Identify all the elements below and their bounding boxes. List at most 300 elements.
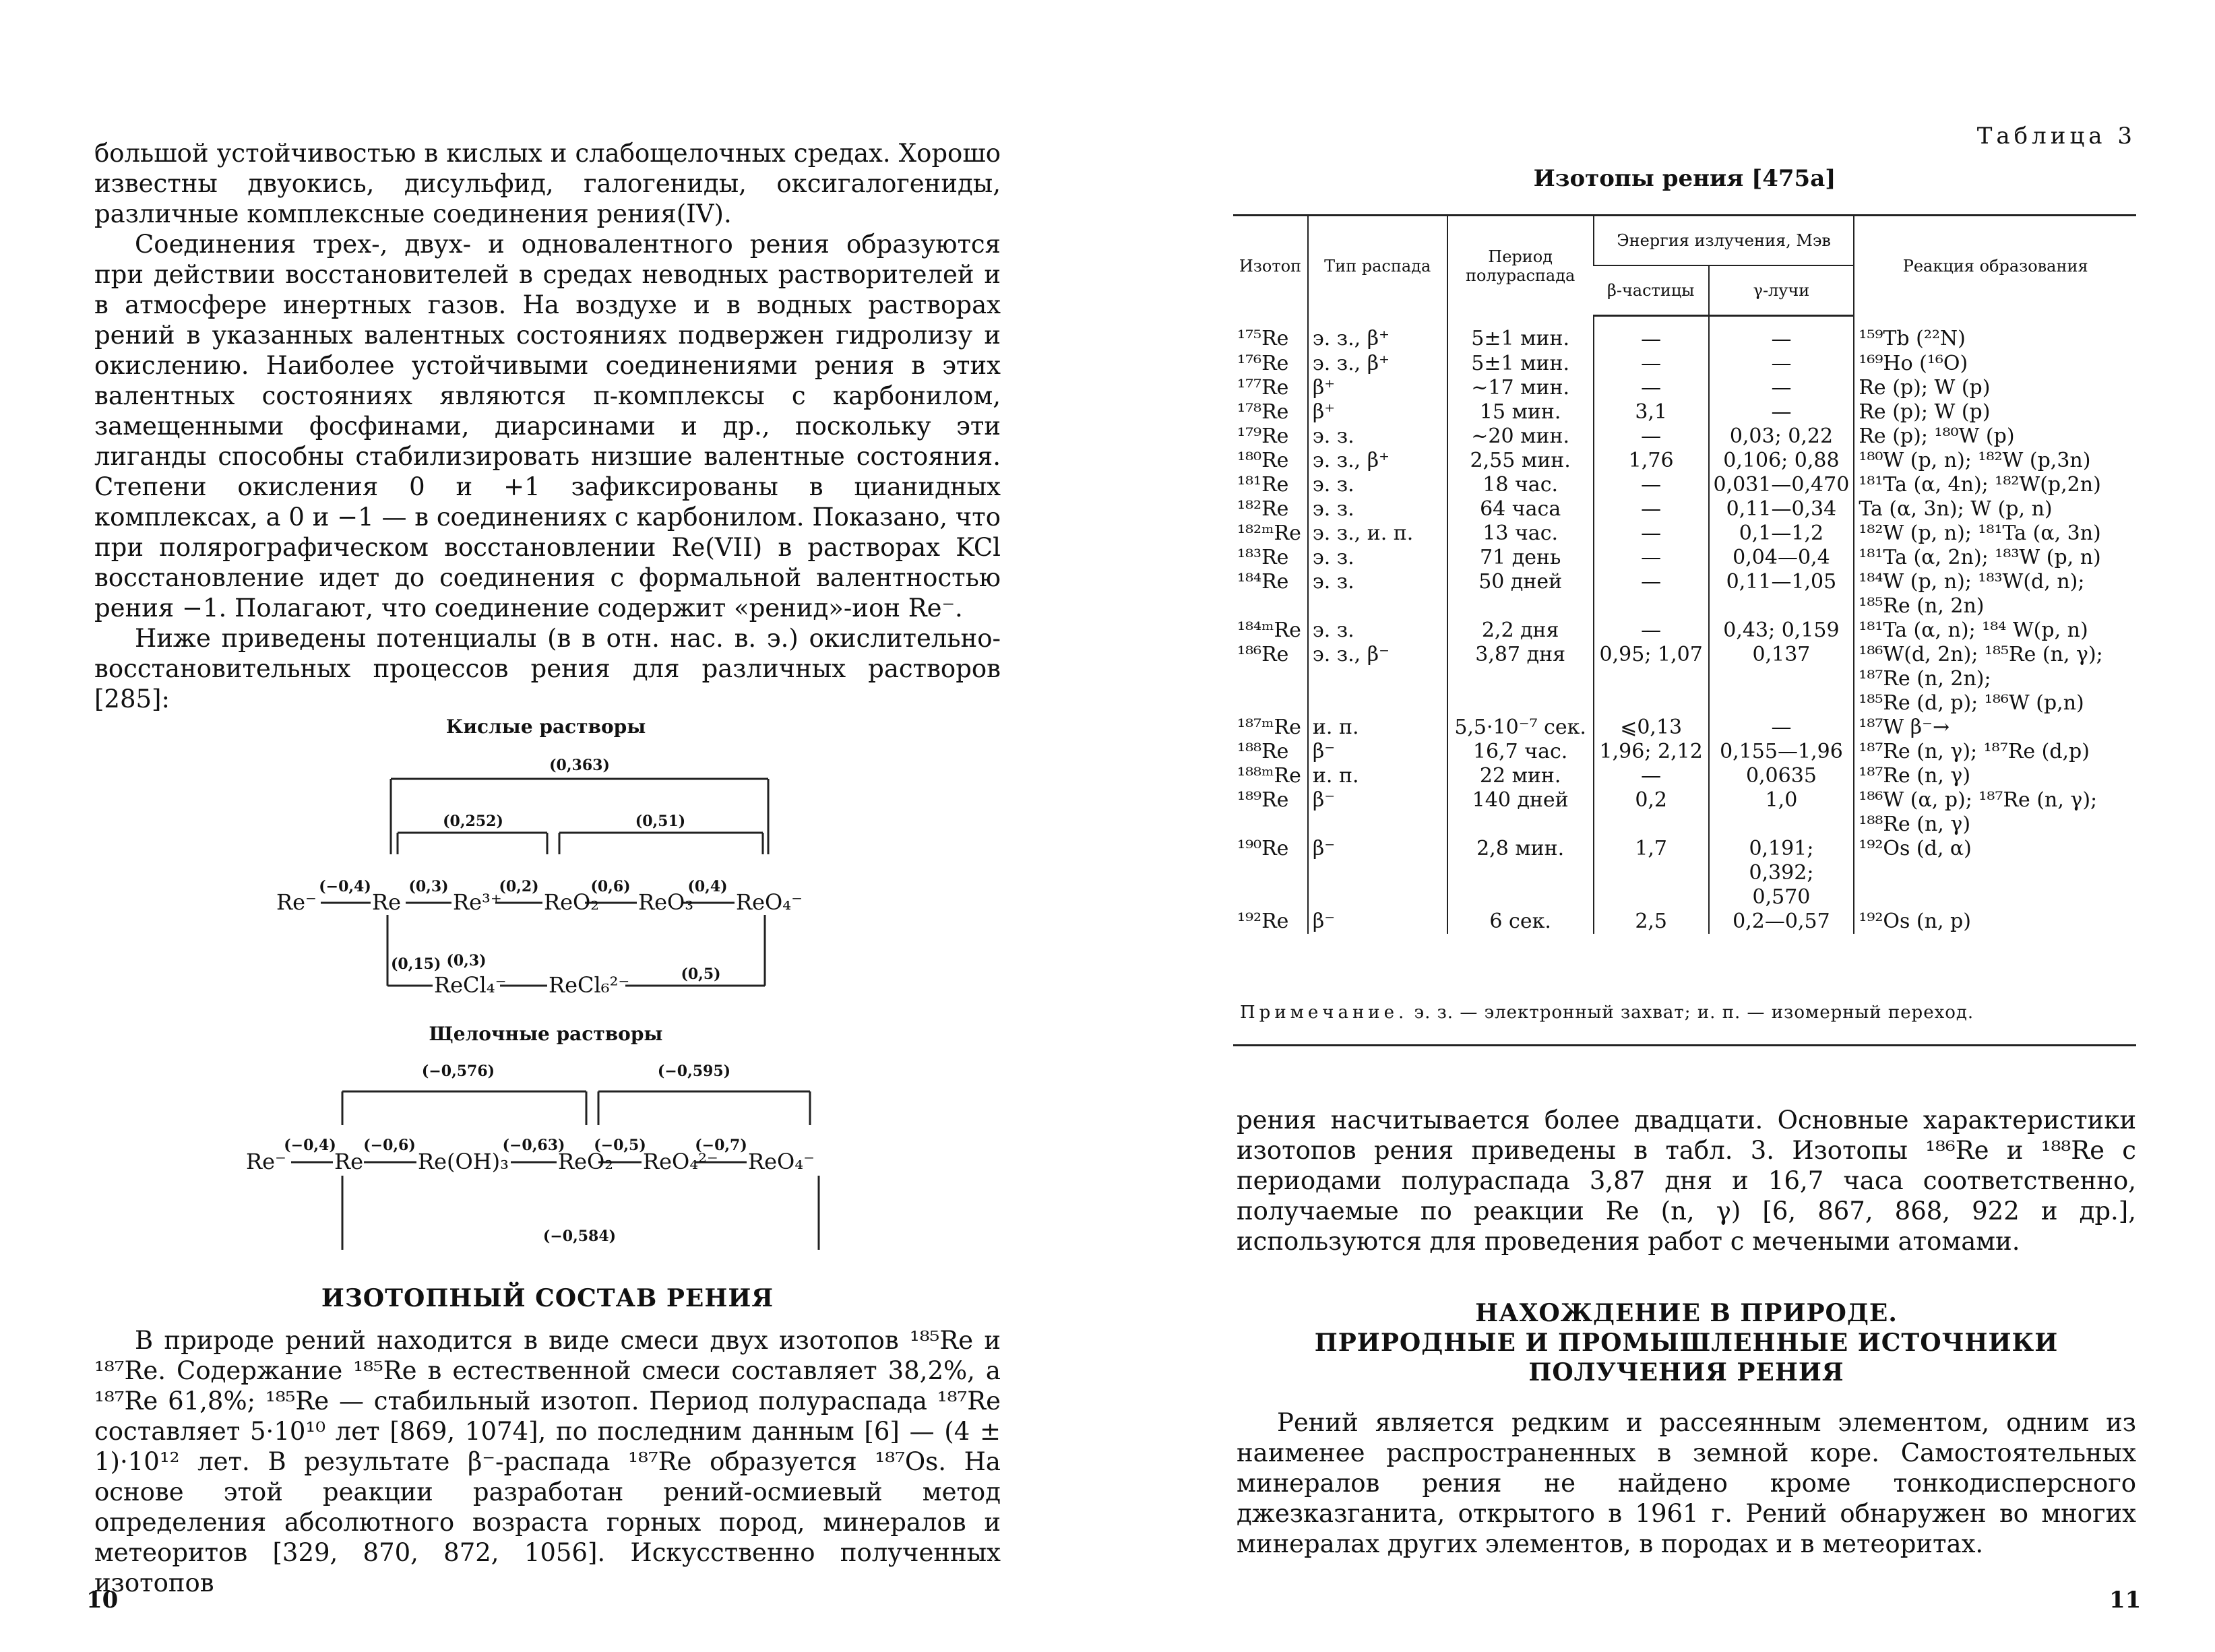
cell-gamma-line: — — [1771, 352, 1792, 375]
cell-isotope-line: ¹⁹⁰Re — [1237, 837, 1289, 860]
cell-reaction-line: ¹⁸⁵Re (n, 2n) — [1859, 594, 1985, 618]
cell-period-line: ~17 мин. — [1471, 376, 1570, 400]
cell-reaction — [1854, 910, 2136, 934]
cell-beta — [1594, 643, 1709, 716]
cell-period-line: 3,87 дня — [1475, 643, 1566, 666]
left-page — [0, 0, 1105, 1652]
col-header-isotope: Изотоп — [1233, 216, 1308, 316]
cell-period-line: 22 мин. — [1479, 764, 1561, 788]
cell-period-line: 50 дней — [1478, 570, 1563, 594]
alkaline-potential-3: (−0,63) — [502, 1137, 565, 1154]
cell-reaction-line: ¹⁹²Os (d, α) — [1859, 837, 1972, 860]
cell-decay — [1308, 497, 1447, 521]
cell-decay-line: β⁺ — [1312, 376, 1336, 400]
section-heading-isotopes: ИЗОТОПНЫЙ СОСТАВ РЕНИЯ — [321, 1284, 774, 1312]
table-row — [1233, 788, 2136, 837]
cell-decay — [1308, 400, 1447, 424]
acid-species-recl6: ReCl₆²⁻ — [549, 972, 630, 998]
acid-potential-4: (0,6) — [590, 878, 631, 895]
cell-reaction-line: ¹⁸⁷Re (n, γ); ¹⁸⁷Re (d,p) — [1859, 740, 2090, 763]
cell-beta — [1594, 424, 1709, 449]
cell-decay-line: β⁺ — [1312, 400, 1336, 424]
cell-reaction-line: ¹⁵⁹Tb (²²N) — [1859, 326, 1966, 350]
section-heading-nature-2: ПРИРОДНЫЕ И ПРОМЫШЛЕННЫЕ ИСТОЧНИКИ — [1314, 1329, 2059, 1357]
acid-species-re-minus: Re⁻ — [276, 889, 317, 915]
cell-reaction — [1854, 449, 2136, 473]
cell-beta — [1594, 570, 1709, 618]
alkaline-potential-5: (−0,7) — [695, 1137, 747, 1154]
cell-gamma-line: 0,43; 0,159 — [1723, 618, 1840, 642]
cell-decay — [1308, 643, 1447, 716]
left-text-bottom — [94, 1283, 1001, 1598]
cell-gamma — [1709, 376, 1854, 400]
cell-period-line: 5±1 мин. — [1471, 326, 1570, 350]
cell-gamma — [1709, 643, 1854, 716]
cell-isotope-line: ¹⁸⁴ᵐRe — [1237, 618, 1301, 642]
cell-gamma-line: 0,137 — [1752, 643, 1811, 666]
cell-reaction — [1854, 788, 2136, 837]
cell-period — [1447, 546, 1594, 570]
cell-decay — [1308, 546, 1447, 570]
cell-period — [1447, 521, 1594, 546]
cell-beta-line: 0,95; 1,07 — [1599, 643, 1703, 666]
cell-gamma — [1709, 424, 1854, 449]
cell-beta — [1594, 764, 1709, 788]
cell-reaction — [1854, 316, 2136, 352]
table-row — [1233, 643, 2136, 716]
cell-period — [1447, 473, 1594, 497]
cell-reaction-line: ¹⁸¹Ta (α, n); ¹⁸⁴ W(p, n) — [1859, 618, 2088, 642]
cell-reaction-line: ¹⁸⁷Re (n, 2n); — [1859, 667, 1991, 691]
cell-reaction — [1854, 618, 2136, 643]
cell-gamma — [1709, 521, 1854, 546]
cell-reaction — [1854, 424, 2136, 449]
acid-potential-5: (0,4) — [687, 878, 728, 895]
cell-isotope-line: ¹⁷⁹Re — [1237, 424, 1289, 448]
cell-period-line: 71 день — [1480, 546, 1561, 569]
cell-gamma — [1709, 788, 1854, 837]
table-row — [1233, 521, 2136, 546]
cell-isotope — [1233, 570, 1308, 618]
cell-gamma-line: 0,11—1,05 — [1726, 570, 1837, 594]
cell-decay — [1308, 740, 1447, 764]
cell-decay-line: β⁻ — [1312, 837, 1336, 860]
paragraph-potentials-intro: Ниже приведены потенциалы (в в отн. нас. в. э.) окислительно-восстановительных процессов рения для различных растворов [285]: — [94, 624, 1001, 713]
cell-period — [1447, 424, 1594, 449]
cell-beta-line: — — [1641, 424, 1662, 448]
cell-decay-line: β⁻ — [1312, 788, 1336, 812]
cell-decay — [1308, 788, 1447, 837]
cell-decay-line: э. з. — [1312, 424, 1354, 448]
cell-isotope-line: ¹⁸³Re — [1237, 546, 1289, 569]
cell-isotope-line: ¹⁷⁶Re — [1237, 352, 1289, 375]
cell-isotope — [1233, 618, 1308, 643]
cell-period-line: 15 мин. — [1479, 400, 1561, 424]
acid-bracket-left-value: (0,252) — [443, 813, 503, 830]
section-heading-nature-1: НАХОЖДЕНИЕ В ПРИРОДЕ. — [1475, 1299, 1898, 1327]
cell-isotope-line: ¹⁷⁵Re — [1237, 326, 1289, 350]
cell-isotope-line: ¹⁷⁸Re — [1237, 400, 1289, 424]
acid-potential-2: (0,3) — [408, 878, 449, 895]
cell-period-line: 5,5·10⁻⁷ сек. — [1454, 716, 1586, 739]
cell-period — [1447, 764, 1594, 788]
cell-isotope — [1233, 400, 1308, 424]
cell-reaction — [1854, 473, 2136, 497]
acid-potential-diagram — [256, 746, 863, 1005]
cell-period — [1447, 740, 1594, 764]
cell-isotope-line: ¹⁸¹Re — [1237, 473, 1289, 497]
cell-isotope-line: ¹⁹²Re — [1237, 910, 1289, 933]
cell-period-line: 5±1 мин. — [1471, 352, 1570, 375]
cell-beta-line: — — [1641, 764, 1662, 788]
cell-period — [1447, 400, 1594, 424]
cell-gamma — [1709, 618, 1854, 643]
table-row — [1233, 764, 2136, 788]
table-row — [1233, 400, 2136, 424]
cell-reaction-line: Ta (α, 3n); W (p, n) — [1859, 497, 2053, 521]
cell-decay — [1308, 473, 1447, 497]
cell-isotope — [1233, 376, 1308, 400]
cell-period-line: 16,7 час. — [1472, 740, 1568, 763]
alkaline-species-re-minus: Re⁻ — [246, 1149, 286, 1174]
alkaline-potential-2: (−0,6) — [363, 1137, 416, 1154]
cell-beta — [1594, 837, 1709, 910]
acid-species-re3plus: Re³⁺ — [453, 889, 502, 915]
cell-reaction-line: ¹⁸⁸Re (n, γ) — [1859, 813, 1971, 836]
cell-reaction-line: ¹⁸⁶W(d, 2n); ¹⁸⁵Re (n, γ); — [1859, 643, 2103, 666]
cell-reaction-line: ¹⁸⁵Re (d, p); ¹⁸⁶W (p,n) — [1859, 691, 2084, 715]
cell-beta-line: 3,1 — [1635, 400, 1668, 424]
cell-period-line: 2,2 дня — [1481, 618, 1559, 642]
cell-reaction-line: ¹⁸¹Ta (α, 4n); ¹⁸²W(p,2n) — [1859, 473, 2101, 497]
cell-gamma — [1709, 497, 1854, 521]
alkaline-potential-1: (−0,4) — [284, 1137, 336, 1154]
cell-decay — [1308, 910, 1447, 934]
cell-isotope-line: ¹⁸²Re — [1237, 497, 1289, 521]
cell-beta-line: ⩽0,13 — [1620, 716, 1683, 739]
cell-period-line: 13 час. — [1483, 521, 1559, 545]
cell-period — [1447, 716, 1594, 740]
cell-reaction-line: ¹⁸⁶W (α, p); ¹⁸⁷Re (n, γ); — [1859, 788, 2098, 812]
cell-decay — [1308, 316, 1447, 352]
cell-beta-line: 2,5 — [1635, 910, 1668, 933]
table-row — [1233, 352, 2136, 376]
alkaline-bracket-bottom-value: (−0,584) — [542, 1228, 617, 1245]
cell-beta — [1594, 618, 1709, 643]
table-row — [1233, 570, 2136, 618]
alkaline-species-reo4-2minus: ReO₄²⁻ — [643, 1149, 718, 1174]
cell-decay-line: э. з. — [1312, 473, 1354, 497]
table-row — [1233, 376, 2136, 400]
acid-bracket-top-value: (0,363) — [549, 757, 610, 774]
table-row — [1233, 473, 2136, 497]
cell-decay-line: э. з. — [1312, 497, 1354, 521]
cell-gamma-line: 0,106; 0,88 — [1723, 449, 1840, 472]
table-row — [1233, 424, 2136, 449]
cell-reaction — [1854, 837, 2136, 910]
cell-gamma — [1709, 764, 1854, 788]
cell-gamma-line: 0,155—1,96 — [1720, 740, 1843, 763]
cell-decay-line: э. з., β⁺ — [1312, 326, 1390, 350]
cell-period — [1447, 316, 1594, 352]
acid-bracket-right-value: (0,51) — [635, 813, 686, 830]
cell-isotope-line: ¹⁷⁷Re — [1237, 376, 1289, 400]
cell-decay — [1308, 764, 1447, 788]
cell-beta-line: 1,96; 2,12 — [1599, 740, 1703, 763]
cell-gamma-line: 0,570 — [1752, 885, 1811, 909]
col-header-decay: Тип распада — [1308, 216, 1447, 316]
cell-isotope — [1233, 837, 1308, 910]
table-row — [1233, 740, 2136, 764]
cell-period — [1447, 497, 1594, 521]
cell-reaction — [1854, 352, 2136, 376]
table-row — [1233, 837, 2136, 910]
cell-reaction-line: ¹⁹²Os (n, p) — [1859, 910, 1971, 933]
cell-gamma — [1709, 449, 1854, 473]
cell-period — [1447, 352, 1594, 376]
cell-beta — [1594, 400, 1709, 424]
cell-gamma — [1709, 910, 1854, 934]
cell-beta-line: — — [1641, 521, 1662, 545]
cell-beta — [1594, 910, 1709, 934]
cell-gamma — [1709, 352, 1854, 376]
cell-reaction-line: ¹⁶⁹Ho (¹⁶O) — [1859, 352, 1968, 375]
table-label: Таблица 3 — [1976, 123, 2136, 150]
page-number-right: 11 — [2109, 1587, 2142, 1614]
alkaline-species-re: Re — [334, 1149, 364, 1174]
alkaline-species-reoh3: Re(OH)₃ — [418, 1149, 509, 1174]
cell-gamma — [1709, 546, 1854, 570]
table-row — [1233, 716, 2136, 740]
acid-species-reo2: ReO₂ — [544, 889, 600, 915]
page-number-left: 10 — [86, 1587, 119, 1614]
paragraph-iv-compounds: большой устойчивостью в кислых и слабощелочных средах. Хорошо известны двуокись, дисульфид, галогениды, оксигалогениды, различные комплексные соединения рения(IV). — [94, 139, 1001, 228]
cell-beta-line: — — [1641, 497, 1662, 521]
cell-reaction — [1854, 400, 2136, 424]
alkaline-potential-4: (−0,5) — [594, 1137, 646, 1154]
cell-period — [1447, 376, 1594, 400]
alkaline-bracket-left-value: (−0,576) — [421, 1062, 495, 1080]
cell-beta — [1594, 352, 1709, 376]
cell-isotope — [1233, 764, 1308, 788]
acid-lower-potential-2: (0,3) — [446, 952, 487, 970]
cell-gamma-line: 0,11—0,34 — [1726, 497, 1837, 521]
cell-isotope-line: ¹⁸⁹Re — [1237, 788, 1289, 812]
cell-gamma-line: 0,0635 — [1745, 764, 1817, 788]
cell-decay-line: э. з. — [1312, 570, 1354, 594]
cell-gamma-line: — — [1771, 400, 1792, 424]
cell-isotope — [1233, 643, 1308, 716]
table-row — [1233, 497, 2136, 521]
cell-decay-line: э. з. — [1312, 618, 1354, 642]
cell-gamma-line: — — [1771, 327, 1792, 351]
cell-decay — [1308, 424, 1447, 449]
cell-beta-line: 1,7 — [1635, 837, 1668, 860]
table-row — [1233, 546, 2136, 570]
cell-period-line: 140 дней — [1472, 788, 1569, 812]
cell-beta — [1594, 497, 1709, 521]
alkaline-potential-diagram — [229, 1048, 890, 1266]
cell-decay-line: и. п. — [1312, 716, 1359, 739]
cell-period-line: 2,8 мин. — [1476, 837, 1565, 860]
cell-beta — [1594, 716, 1709, 740]
cell-reaction-line: ¹⁸⁰W (p, n); ¹⁸²W (p,3n) — [1859, 449, 2091, 472]
cell-reaction-line: ¹⁸⁴W (p, n); ¹⁸³W(d, n); — [1859, 570, 2085, 594]
cell-gamma — [1709, 316, 1854, 352]
table-row — [1233, 910, 2136, 934]
cell-isotope — [1233, 740, 1308, 764]
acid-potential-1: (−0,4) — [319, 878, 371, 895]
cell-reaction — [1854, 764, 2136, 788]
alkaline-bracket-right-value: (−0,595) — [657, 1062, 731, 1080]
right-text-bottom — [1237, 1105, 2136, 1559]
table-note-text: э. з. — электронный захват; и. п. — изомерный переход. — [1414, 1003, 1974, 1023]
cell-decay-line: β⁻ — [1312, 740, 1336, 763]
cell-gamma-line: 0,191; — [1749, 837, 1814, 860]
cell-period — [1447, 788, 1594, 837]
cell-gamma-line: 0,2—0,57 — [1733, 910, 1830, 933]
alkaline-solutions-caption: Щелочные растворы — [429, 1023, 663, 1045]
table-row — [1233, 449, 2136, 473]
cell-period-line: ~20 мин. — [1471, 424, 1570, 448]
cell-gamma — [1709, 400, 1854, 424]
cell-isotope-line: ¹⁸⁸Re — [1237, 740, 1289, 763]
cell-beta — [1594, 740, 1709, 764]
cell-isotope-line: ¹⁸²ᵐRe — [1237, 521, 1301, 545]
cell-reaction-line: ¹⁸²W (p, n); ¹⁸¹Ta (α, 3n) — [1859, 521, 2101, 545]
cell-period — [1447, 618, 1594, 643]
col-header-energy: Энергия излучения, Мэв — [1594, 216, 1854, 266]
cell-period-line: 64 часа — [1480, 497, 1561, 521]
cell-beta-line: — — [1641, 352, 1662, 375]
cell-period-line: 6 сек. — [1489, 910, 1551, 933]
cell-reaction — [1854, 497, 2136, 521]
paragraph-low-valent: Соединения трех-, двух- и одновалентного рения образуются при действии восстановителей в средах неводных растворителей и в атмосфере инертных газов. На воздухе и в водных растворах рений в указанных валентных состояниях подвержен гидролизу и окислению. Наиболее устойчивыми соединениями рения в этих валентных состояниях являются π-комплексы с карбонилом, замещенными фосфинами, диарсинами и др., поскольку эти лиганды способны стабилизировать низшие валентные состояния. Степени окисления 0 и +1 зафиксированы в цианидных комплексах, а 0 и −1 — в соединениях с карбонилом. Показано, что при полярографическом восстановлении Re(VII) в растворах KCl восстановление идет до соединения с формальной валентностью рения −1. Полагают, что соединение содержит «ренид»-ион Re⁻. — [94, 230, 1001, 623]
cell-reaction — [1854, 376, 2136, 400]
cell-isotope-line: ¹⁸⁴Re — [1237, 570, 1289, 594]
paragraph-isotope-composition: В природе рений находится в виде смеси двух изотопов ¹⁸⁵Re и ¹⁸⁷Re. Содержание ¹⁸⁵Re в естественной смеси составляет 38,2%, а ¹⁸⁷Re 61,8%; ¹⁸⁵Re — стабильный изотоп. Период полураспада ¹⁸⁷Re составляет 5·10¹⁰ лет [869, 1074], по последним данным [6] — (4 ± 1)·10¹² лет. В результате β⁻-распада ¹⁸⁷Re образуется ¹⁸⁷Os. На основе этой реакции разработан рений-осмиевый метод определения абсолютного возраста горных пород, минералов и метеоритов [329, 870, 872, 1056]. Искусственно полученных изотопов — [94, 1326, 1001, 1597]
cell-gamma — [1709, 740, 1854, 764]
cell-gamma-line: 0,04—0,4 — [1733, 546, 1830, 569]
cell-reaction — [1854, 740, 2136, 764]
cell-decay-line: β⁻ — [1312, 910, 1336, 933]
cell-gamma-line: 0,031—0,470 — [1713, 473, 1850, 497]
cell-isotope-line: ¹⁸⁸ᵐRe — [1237, 764, 1301, 788]
cell-reaction — [1854, 570, 2136, 618]
cell-isotope-line: ¹⁸⁶Re — [1237, 643, 1289, 666]
table-note-label: Примечание. — [1240, 1003, 1408, 1023]
left-text-top — [94, 138, 1001, 714]
cell-isotope — [1233, 521, 1308, 546]
acid-species-reo4: ReO₄⁻ — [736, 889, 803, 915]
cell-reaction — [1854, 521, 2136, 546]
cell-isotope — [1233, 716, 1308, 740]
cell-decay-line: э. з., β⁺ — [1312, 449, 1390, 472]
cell-reaction-line: ¹⁸⁷W β⁻→ — [1859, 716, 1950, 739]
cell-decay-line: э. з., β⁺ — [1312, 352, 1390, 375]
acid-species-re: Re — [372, 889, 402, 915]
table-title: Изотопы рения [475а] — [1533, 165, 1836, 192]
cell-decay — [1308, 521, 1447, 546]
cell-reaction-line: Re (p); W (p) — [1859, 400, 1991, 424]
cell-gamma — [1709, 473, 1854, 497]
cell-gamma — [1709, 570, 1854, 618]
table-bottom-rule — [1233, 1044, 2136, 1046]
cell-gamma-line: — — [1771, 376, 1792, 400]
cell-isotope — [1233, 424, 1308, 449]
col-header-period: Период полураспада — [1447, 216, 1594, 316]
cell-reaction-line: ¹⁸¹Ta (α, 2n); ¹⁸³W (p, n) — [1859, 546, 2101, 569]
cell-gamma-line: 0,1—1,2 — [1739, 521, 1824, 545]
paragraph-isotopes-continued: рения насчитывается более двадцати. Основные характеристики изотопов рения приведены в табл. 3. Изотопы ¹⁸⁶Re и ¹⁸⁸Re с периодами полураспада 3,87 дня и 16,7 часа соответственно, получаемые по реакции Re (n, γ) [6, 867, 868, 922 и др.], используются для проведения работ с мечеными атомами. — [1237, 1106, 2136, 1256]
table-row — [1233, 316, 2136, 352]
cell-gamma-line: 1,0 — [1765, 788, 1798, 812]
col-header-beta: β-частицы — [1594, 265, 1709, 316]
cell-isotope — [1233, 788, 1308, 837]
cell-beta-line: 0,2 — [1635, 788, 1668, 812]
cell-reaction-line: ¹⁸⁷Re (n, γ) — [1859, 764, 1971, 788]
cell-decay — [1308, 449, 1447, 473]
cell-decay-line: э. з., и. п. — [1312, 521, 1414, 545]
cell-beta — [1594, 788, 1709, 837]
acid-species-reo3: ReO₃ — [638, 889, 694, 915]
cell-beta — [1594, 316, 1709, 352]
cell-period — [1447, 910, 1594, 934]
cell-reaction — [1854, 546, 2136, 570]
cell-period-line: 2,55 мин. — [1470, 449, 1571, 472]
cell-beta-line: — — [1641, 327, 1662, 351]
cell-decay — [1308, 570, 1447, 618]
cell-beta-line: — — [1641, 376, 1662, 400]
cell-isotope — [1233, 546, 1308, 570]
acid-potential-3: (0,2) — [499, 878, 539, 895]
cell-beta-line: — — [1641, 570, 1662, 594]
cell-isotope — [1233, 316, 1308, 352]
cell-gamma-line: — — [1771, 716, 1792, 739]
cell-decay-line: э. з. — [1312, 546, 1354, 569]
acid-lower-potential-3: (0,5) — [681, 965, 721, 983]
cell-beta-line: — — [1641, 546, 1662, 569]
cell-gamma-line: 0,392; — [1749, 861, 1814, 885]
cell-reaction — [1854, 716, 2136, 740]
cell-period — [1447, 837, 1594, 910]
cell-period — [1447, 643, 1594, 716]
alkaline-species-reo2: ReO₂ — [558, 1149, 614, 1174]
cell-gamma-line: 0,03; 0,22 — [1729, 424, 1834, 448]
cell-gamma — [1709, 837, 1854, 910]
section-heading-nature-3: ПОЛУЧЕНИЯ РЕНИЯ — [1528, 1358, 1844, 1387]
cell-reaction — [1854, 643, 2136, 716]
cell-beta-line: 1,76 — [1628, 449, 1674, 472]
cell-decay — [1308, 352, 1447, 376]
acid-lower-potential-1: (0,15) — [391, 955, 441, 973]
cell-beta — [1594, 376, 1709, 400]
col-header-gamma: γ-лучи — [1709, 265, 1854, 316]
cell-period — [1447, 570, 1594, 618]
cell-beta — [1594, 449, 1709, 473]
cell-isotope-line: ¹⁸⁰Re — [1237, 449, 1289, 472]
table-row — [1233, 618, 2136, 643]
table-note — [1240, 1003, 1974, 1023]
cell-beta — [1594, 521, 1709, 546]
cell-reaction-line: Re (p); ¹⁸⁰W (p) — [1859, 424, 2015, 448]
cell-gamma — [1709, 716, 1854, 740]
cell-isotope — [1233, 497, 1308, 521]
acid-species-recl4: ReCl₄⁻ — [434, 972, 507, 998]
cell-beta-line: — — [1641, 618, 1662, 642]
cell-isotope — [1233, 910, 1308, 934]
cell-isotope — [1233, 449, 1308, 473]
